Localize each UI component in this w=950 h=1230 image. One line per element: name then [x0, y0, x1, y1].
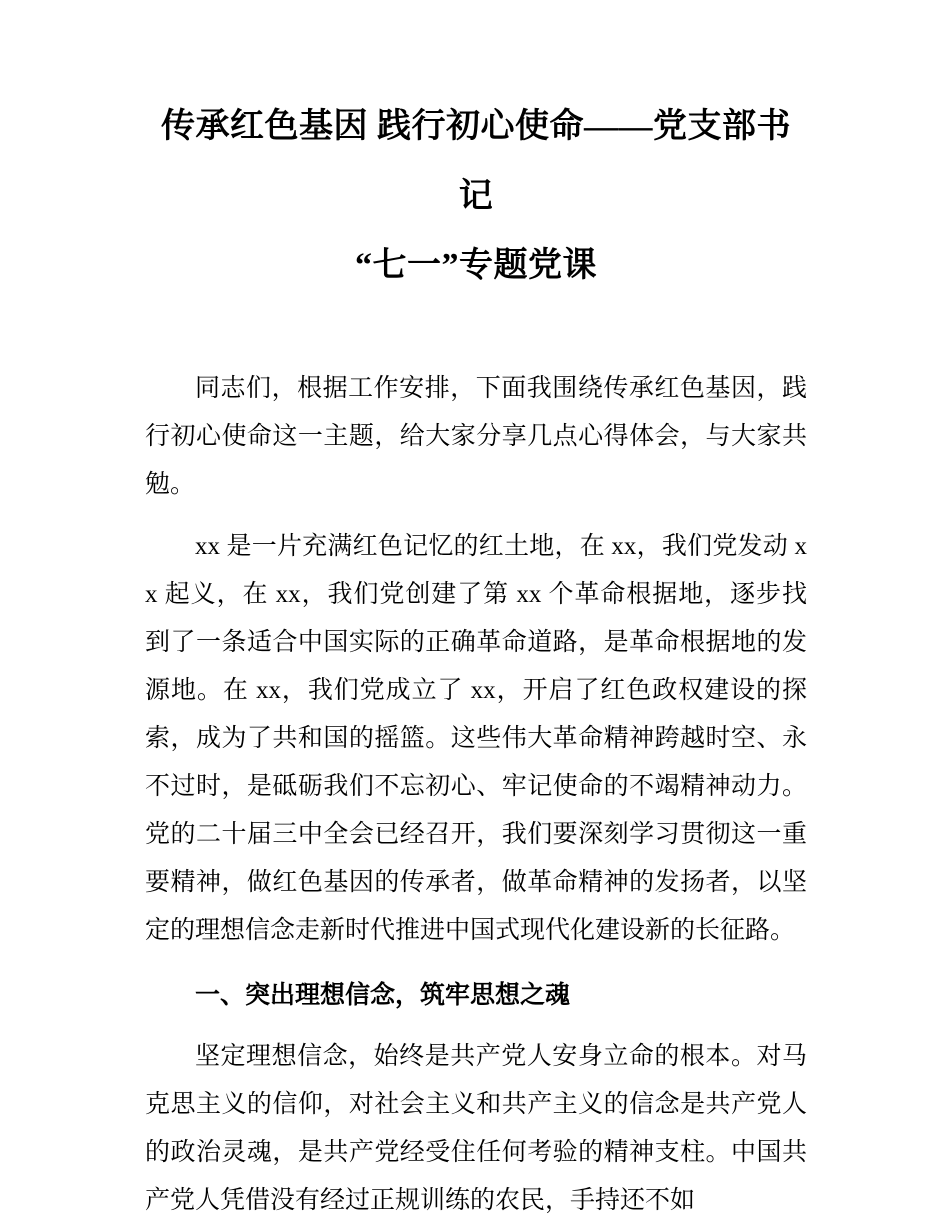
paragraph-section-1: 坚定理想信念，始终是共产党人安身立命的根本。对马克思主义的信仰，对社会主义和共产主义的信念是共产党人的政治灵魂，是共产党经受住任何考验的精神支柱。中国共产党人凭借没有经过正规训练的农民，手持还不如 — [145, 1043, 807, 1215]
document-title-line-1: 传承红色基因 践行初心使命——党支部书记 — [161, 108, 791, 215]
document-title — [145, 92, 807, 301]
section-heading-1: 一、突出理想信念，筑牢思想之魂 — [195, 981, 571, 1010]
paragraph-intro: 同志们，根据工作安排，下面我围绕传承红色基因，践行初心使命这一主题，给大家分享几点心得体会，与大家共勉。 — [145, 375, 807, 499]
document-title-line-2: “七一”专题党课 — [355, 247, 597, 285]
paragraph-red-history: xx 是一片充满红色记忆的红土地，在 xx，我们党发动 xx 起义，在 xx，我们党创建了第 xx 个革命根据地，逐步找到了一条适合中国实际的正确革命道路，是革命根据地的发源地。在 xx，我们党成立了 xx，开启了红色政权建设的探索，成为了共和国的摇篮。这些伟大革命精神跨越时空、永不过时，是砥砺我们不忘初心、牢记使命的不竭精神动力。党的二十届三中全会已经召开，我们要深刻学习贯彻这一重要精神，做红色基因的传承者，做革命精神的发扬者，以坚定的理想信念走新时代推进中国式现代化建设新的长征路。 — [145, 533, 807, 945]
